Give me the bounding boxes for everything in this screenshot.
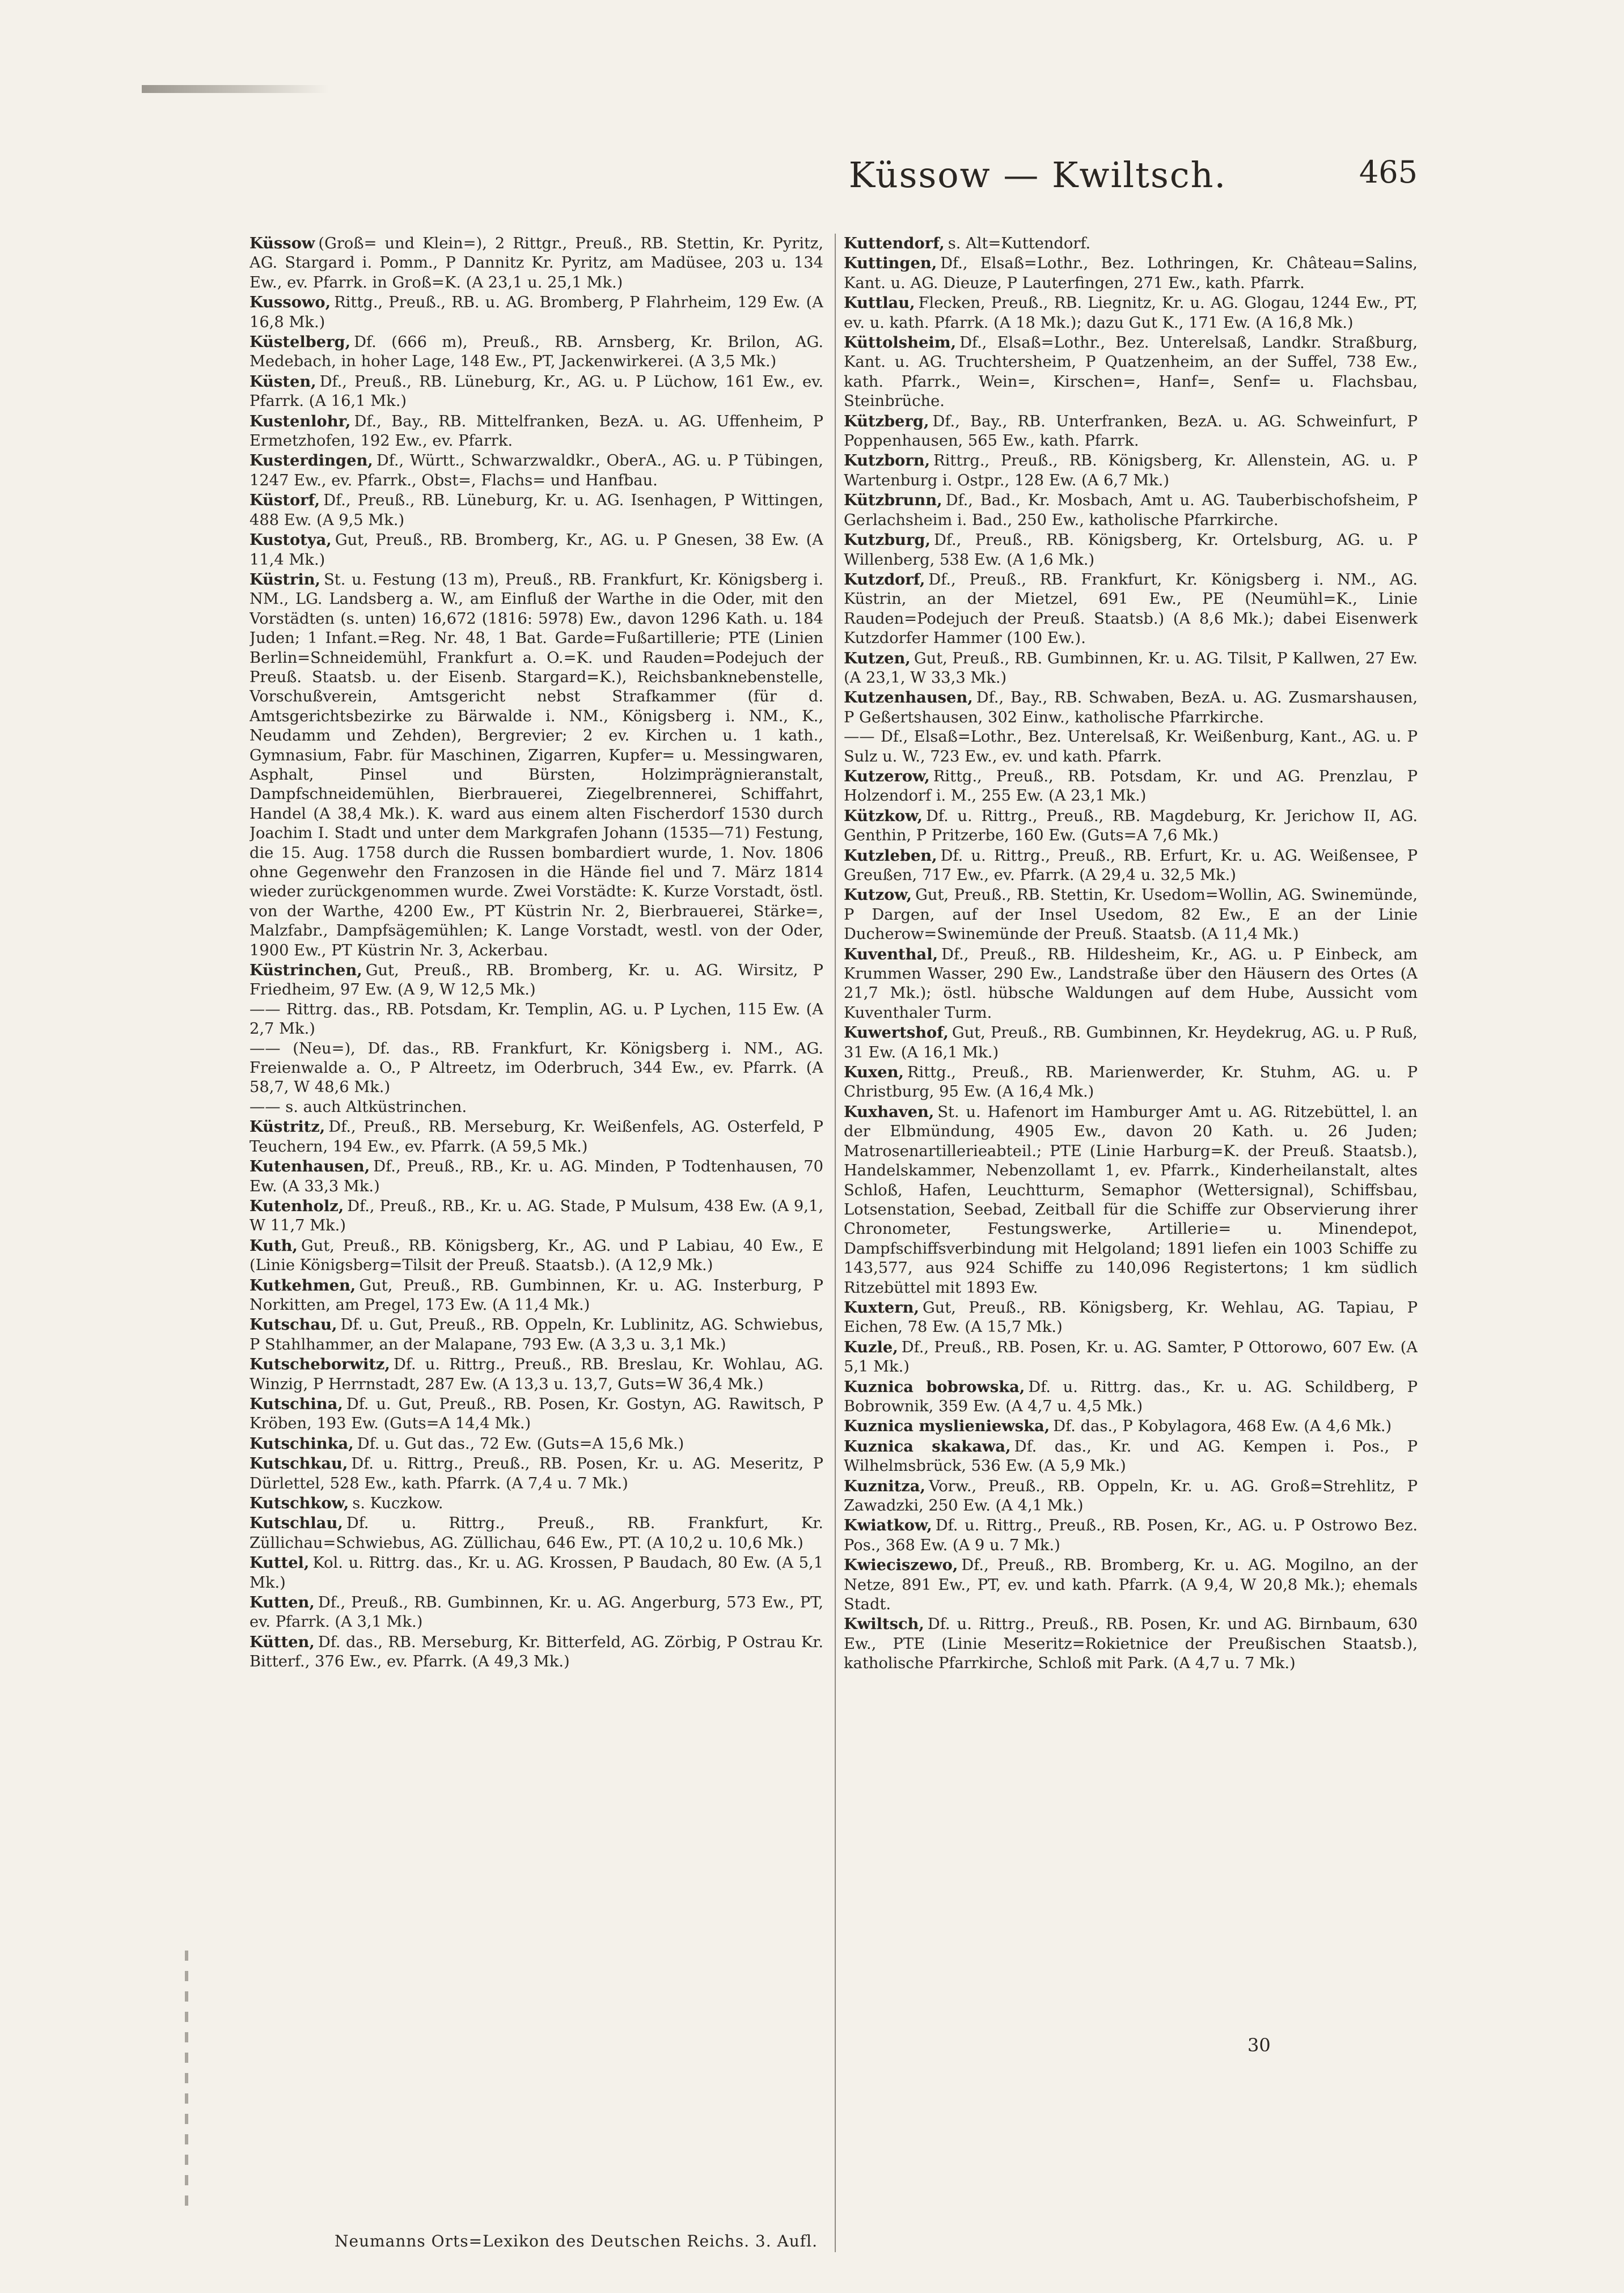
lexicon-entry — [249, 332, 823, 372]
entry-headword: Küsten, — [249, 372, 316, 391]
lexicon-entry — [249, 372, 823, 412]
entry-headword: Kustenlohr, — [249, 412, 351, 430]
entry-text: St. u. Festung (13 m), Preuß., RB. Frankfurt, Kr. Königsberg i. NM., LG. Landsberg a. W., am Einfluß der Warthe in die Oder, mit den Vorstädten (s. unten) 16,672 (1816: 5978) Ew., davon 1296 Kath. u. 184 Juden; 1 Infant.=Reg. Nr. 48, 1 Bat. Garde=Fußartillerie; PTE (Linien Berlin=Schneidemühl, Frankfurt a. O.=K. und Rauden=Podejuch der Preuß. Staatsb. u. der Eisenb. Stargard=K.), Reichsbanknebenstelle, Vorschußverein, Amtsgericht nebst Strafkammer (für d. Amtsgerichtsbezirke zu Bärwalde i. NM., Königsberg i. NM., K., Neudamm und Zehden), Bergrevier; 2 ev. Kirchen u. 1 kath., Gymnasium, Fabr. für Maschinen, Zigarren, Kupfer= u. Messingwaren, Asphalt, Pinsel und Bürsten, Holzimprägnieranstalt, Dampfschneidemühlen, Bierbrauerei, Ziegelbrennerei, Schiffahrt, Handel (A 38,4 Mk.). K. ward aus einem alten Fischerdorf 1530 durch Joachim I. Stadt und unter dem Markgrafen Johann (1535—71) Festung, die 15. Aug. 1758 durch die Russen bombardiert wurde, 1. Nov. 1806 ohne Gegenwehr den Franzosen in die Hände fiel und 7. März 1814 wieder zurückgenommen wurde. Zwei Vorstädte: K. Kurze Vorstadt, östl. von der Warthe, 4200 Ew., PT Küstrin Nr. 2, Bierbrauerei, Stärke=, Malzfabr., Dampfsägemühlen; K. Lange Vorstadt, westl. von der Oder, 1900 Ew., PT Küstrin Nr. 3, Ackerbau. — [249, 570, 823, 959]
lexicon-entry — [249, 293, 823, 332]
entry-headword: Kuznica myslieniewska, — [844, 1417, 1050, 1436]
lexicon-entry — [844, 530, 1418, 570]
entry-headword: Kutenhausen, — [249, 1157, 370, 1176]
lexicon-entry — [249, 1454, 823, 1494]
lexicon-entry — [844, 1102, 1418, 1298]
page-title: Küssow — Kwiltsch. — [848, 154, 1227, 196]
lexicon-entry — [249, 1593, 823, 1632]
lexicon-entry — [249, 1039, 823, 1098]
lexicon-entry — [844, 1437, 1418, 1477]
lexicon-entry — [249, 1276, 823, 1315]
lexicon-entry — [249, 1236, 823, 1276]
entry-headword: Kutten, — [249, 1593, 315, 1612]
lexicon-entry — [249, 234, 823, 293]
lexicon-entry — [844, 1614, 1418, 1673]
lexicon-entry — [844, 885, 1418, 944]
entry-text: Rittg., Preuß., RB. Potsdam, Kr. und AG. Prenzlau, P Holzendorf i. M., 255 Ew. (A 23,1 Mk.) — [844, 767, 1418, 805]
entry-headword: Kuxen, — [844, 1063, 904, 1082]
lexicon-entry — [844, 767, 1418, 806]
entry-text: Df. u. Rittrg., Preuß., RB. Frankfurt, Kr. Züllichau=Schwiebus, AG. Züllichau, 646 Ew., PT. (A 10,2 u. 10,6 Mk.) — [249, 1514, 823, 1552]
lexicon-entry — [249, 1494, 823, 1513]
lexicon-entry — [844, 293, 1418, 333]
entry-text: Gut, Preuß., RB. Königsberg, Kr. Wehlau, AG. Tapiau, P Eichen, 78 Ew. (A 15,7 Mk.) — [844, 1298, 1418, 1336]
entry-headword: Küstrin, — [249, 570, 321, 589]
lexicon-entry — [249, 570, 823, 961]
lexicon-entry — [844, 570, 1418, 649]
lexicon-entry — [249, 1632, 823, 1672]
entry-text: Df., Preuß., RB. Posen, Kr. u. AG. Samter, P Ottorowo, 607 Ew. (A 5,1 Mk.) — [844, 1338, 1418, 1376]
lexicon-entry — [844, 945, 1418, 1023]
entry-headword: Kuzle, — [844, 1338, 898, 1356]
lexicon-entry — [844, 1555, 1418, 1614]
lexicon-entry — [249, 1355, 823, 1394]
entry-text: —— s. auch Altküstrinchen. — [249, 1098, 467, 1116]
entry-text: Df., Preuß., RB. Lüneburg, Kr., AG. u. P Lüchow, 161 Ew., ev. Pfarrk. (A 16,1 Mk.) — [249, 373, 823, 411]
entry-text: Gut, Preuß., RB. Bromberg, Kr. u. AG. Wirsitz, P Friedheim, 97 Ew. (A 9, W 12,5 Mk.) — [249, 962, 823, 999]
right-column — [844, 234, 1418, 2235]
entry-headword: Kutschau, — [249, 1315, 337, 1334]
entry-text: Gut, Preuß., RB. Stettin, Kr. Usedom=Wollin, AG. Swinemünde, P Dargen, auf der Insel Usedom, 82 Ew., E an der Linie Ducherow=Swinemünde der Preuß. Staatsb. (A 11,4 Mk.) — [844, 886, 1418, 944]
entry-text: Df. u. Rittrg., Preuß., RB. Magdeburg, Kr. Jerichow II, AG. Genthin, P Pritzerbe, 160 Ew. (Guts=A 7,6 Mk.) — [844, 807, 1418, 845]
entry-headword: Kutzleben, — [844, 846, 937, 865]
entry-headword: Kutschinka, — [249, 1434, 354, 1453]
entry-text: Df., Preuß., RB. Hildesheim, Kr., AG. u. P Einbeck, am Krummen Wasser, 290 Ew., Landstraße über den Häusern des Ortes (A 21,7 Mk.); östl. hübsche Waldungen auf dem Hube, Aussicht vom Kuventhaler Turm. — [844, 945, 1418, 1022]
entry-headword: Küstrinchen, — [249, 961, 362, 980]
lexicon-entry — [844, 1377, 1418, 1417]
lexicon-entry — [844, 253, 1418, 293]
entry-text: Df. u. Rittrg., Preuß., RB. Posen, Kr., AG. u. P Ostrowo Bez. Pos., 368 Ew. (A 9 u. 7 Mk.) — [844, 1517, 1418, 1554]
entry-headword: Kutzdorf, — [844, 570, 925, 589]
entry-text: Df., Preuß., RB. Merseburg, Kr. Weißenfels, AG. Osterfeld, P Teuchern, 194 Ew., ev. Pfarrk. (A 59,5 Mk.) — [249, 1118, 823, 1156]
entry-text: (Groß= und Klein=), 2 Rittgr., Preuß., RB. Stettin, Kr. Pyritz, AG. Stargard i. Pomm., P Dannitz Kr. Pyritz, am Madüsee, 203 u. 134 Ew., ev. Pfarrk. in Groß=K. (A 23,1 u. 25,1 Mk.) — [249, 235, 823, 291]
entry-headword: Kwiatkow, — [844, 1516, 932, 1535]
lexicon-entry — [844, 1298, 1418, 1338]
entry-text: Df. (666 m), Preuß., RB. Arnsberg, Kr. Brilon, AG. Medebach, in hoher Lage, 148 Ew., PT, Jackenwirkerei. (A 3,5 Mk.) — [249, 333, 823, 371]
entry-text: Df., Württ., Schwarzwaldkr., OberA., AG. u. P Tübingen, 1247 Ew., ev. Pfarrk., Obst=, Flachs= und Hanfbau. — [249, 452, 823, 489]
entry-text: Gut, Preuß., RB. Gumbinnen, Kr. u. AG. Tilsit, P Kallwen, 27 Ew. (A 23,1, W 33,3 Mk.) — [844, 649, 1418, 687]
entry-text: Df., Bay., RB. Mittelfranken, BezA. u. AG. Uffenheim, P Ermetzhofen, 192 Ew., ev. Pfarrk. — [249, 412, 823, 450]
scan-binding-mark — [185, 1951, 188, 2211]
entry-headword: Kützkow, — [844, 806, 923, 825]
entry-headword: Küstorf, — [249, 491, 320, 510]
entry-headword: Kuxhaven, — [844, 1102, 934, 1121]
page-number: 465 — [1359, 154, 1418, 190]
entry-text: Rittg., Preuß., RB. u. AG. Bromberg, P Flahrheim, 129 Ew. (A 16,8 Mk.) — [249, 294, 823, 331]
lexicon-entry — [844, 727, 1418, 767]
entry-text: Df., Preuß., RB. Königsberg, Kr. Ortelsburg, AG. u. P Willenberg, 538 Ew. (A 1,6 Mk.) — [844, 531, 1418, 569]
lexicon-entry — [844, 1477, 1418, 1516]
entry-headword: Kuttendorf, — [844, 234, 945, 252]
lexicon-entry — [844, 688, 1418, 727]
lexicon-entry — [844, 490, 1418, 530]
entry-headword: Kutzenhausen, — [844, 688, 973, 707]
entry-headword: Kützberg, — [844, 412, 929, 430]
lexicon-entry — [844, 1338, 1418, 1377]
lexicon-entry — [844, 1416, 1418, 1436]
lexicon-entry — [844, 649, 1418, 688]
entry-headword: Kussowo, — [249, 293, 331, 312]
scan-edge-mark — [142, 85, 329, 93]
entry-headword: Kutscheborwitz, — [249, 1355, 390, 1374]
running-header — [658, 154, 1418, 211]
entry-headword: Kutzburg, — [844, 531, 931, 549]
entry-text: Df., Preuß., RB. Gumbinnen, Kr. u. AG. Angerburg, 573 Ew., PT, ev. Pfarrk. (A 3,1 Mk.) — [249, 1594, 823, 1631]
entry-headword: Kusterdingen, — [249, 451, 373, 470]
entry-text: Df. das., RB. Merseburg, Kr. Bitterfeld, AG. Zörbig, P Ostrau Kr. Bitterf., 376 Ew., ev. Pfarrk. (A 49,3 Mk.) — [249, 1633, 823, 1671]
lexicon-entry — [844, 1063, 1418, 1102]
entry-headword: Kutschina, — [249, 1394, 343, 1413]
entry-text: Rittg., Preuß., RB. Marienwerder, Kr. Stuhm, AG. u. P Christburg, 95 Ew. (A 16,4 Mk.) — [844, 1064, 1418, 1101]
footer-note: Neumanns Orts=Lexikon des Deutschen Reichs. 3. Aufl. — [335, 2232, 818, 2250]
entry-text: Df., Preuß., RB., Kr. u. AG. Minden, P Todtenhausen, 70 Ew. (A 33,3 Mk.) — [249, 1158, 823, 1195]
entry-headword: Kustotya, — [249, 531, 332, 549]
entry-text: Df. u. Rittrg. das., Kr. u. AG. Schildberg, P Bobrownik, 359 Ew. (A 4,7 u. 4,5 Mk.) — [844, 1378, 1418, 1415]
entry-headword: Küstritz, — [249, 1118, 325, 1136]
lexicon-entry — [249, 1196, 823, 1236]
entry-headword: Kutzborn, — [844, 451, 931, 470]
lexicon-entry — [249, 530, 823, 570]
entry-text: Df. u. Gut, Preuß., RB. Oppeln, Kr. Lublinitz, AG. Schwiebus, P Stahlhammer, an der Malapane, 793 Ew. (A 3,3 u. 3,1 Mk.) — [249, 1316, 823, 1353]
entry-headword: Küttolsheim, — [844, 333, 957, 352]
entry-headword: Kutzow, — [844, 886, 912, 904]
entry-headword: Kuxtern, — [844, 1298, 919, 1317]
entry-text: Df., Preuß., RB. Bromberg, Kr. u. AG. Mogilno, an der Netze, 891 Ew., PT, ev. und kath. Pfarrk. (A 9,4, W 20,8 Mk.); ehemals Stadt. — [844, 1556, 1418, 1614]
entry-headword: Kuznitza, — [844, 1477, 925, 1495]
lexicon-entry — [249, 451, 823, 490]
entry-text: Gut, Preuß., RB. Gumbinnen, Kr. Heydekrug, AG. u. P Ruß, 31 Ew. (A 16,1 Mk.) — [844, 1024, 1418, 1061]
lexicon-entry — [249, 1000, 823, 1039]
entry-text: Df., Elsaß=Lothr., Bez. Unterelsaß, Landkr. Straßburg, Kant. u. AG. Truchtersheim, P Quatzenheim, an der Suffel, 738 Ew., kath. Pfarrk., Wein=, Kirschen=, Hanf=, Senf= u. Flachsbau, Steinbrüche. — [844, 334, 1418, 411]
entry-text: Vorw., Preuß., RB. Oppeln, Kr. u. AG. Groß=Strehlitz, P Zawadzki, 250 Ew. (A 4,1 Mk.) — [844, 1477, 1418, 1514]
column-divider — [835, 234, 836, 2252]
entry-text: Df. u. Rittrg., Preuß., RB. Breslau, Kr. Wohlau, AG. Winzig, P Herrnstadt, 287 Ew. (A 13,3 u. 13,7, Guts=W 36,4 Mk.) — [249, 1356, 823, 1393]
entry-headword: Kutschlau, — [249, 1514, 343, 1533]
entry-text: Df. das., Kr. und AG. Kempen i. Pos., P Wilhelmsbrück, 536 Ew. (A 5,9 Mk.) — [844, 1437, 1418, 1475]
entry-headword: Kuttlau, — [844, 294, 915, 312]
entry-headword: Kuth, — [249, 1236, 298, 1255]
lexicon-entry — [844, 412, 1418, 451]
entry-headword: Kuttingen, — [844, 254, 937, 273]
entry-text: Df., Bay., RB. Unterfranken, BezA. u. AG. Schweinfurt, P Poppenhausen, 565 Ew., kath. Pfarrk. — [844, 412, 1418, 450]
entry-text: s. Kuczkow. — [352, 1495, 443, 1512]
entry-text: Df. u. Rittrg., Preuß., RB. Posen, Kr. und AG. Birnbaum, 630 Ew., PTE (Linie Meseritz=Rokietnice der Preußischen Staatsb.), katholische Pfarrkirche, Schloß mit Park. (A 4,7 u. 7 Mk.) — [844, 1615, 1418, 1673]
lexicon-entry — [249, 490, 823, 530]
lexicon-entry — [844, 846, 1418, 886]
entry-text: Df., Bay., RB. Schwaben, BezA. u. AG. Zusmarshausen, P Geßertshausen, 302 Einw., katholische Pfarrkirche. — [844, 689, 1418, 726]
entry-headword: Kuznica skakawa, — [844, 1437, 1011, 1456]
entry-text: Df., Preuß., RB. Lüneburg, Kr. u. AG. Isenhagen, P Wittingen, 488 Ew. (A 9,5 Mk.) — [249, 492, 823, 529]
entry-text: Gut, Preuß., RB. Bromberg, Kr., AG. u. P Gnesen, 38 Ew. (A 11,4 Mk.) — [249, 531, 823, 569]
entry-headword: Kutenholz, — [249, 1196, 344, 1215]
entry-text: Df. u. Gut das., 72 Ew. (Guts=A 15,6 Mk.) — [357, 1435, 684, 1453]
lexicon-entry — [249, 1513, 823, 1553]
entry-text: Df. u. Rittrg., Preuß., RB. Posen, Kr. u. AG. Meseritz, P Dürlettel, 528 Ew., kath. Pfarrk. (A 7,4 u. 7 Mk.) — [249, 1455, 823, 1492]
entry-text: Df. u. Gut, Preuß., RB. Posen, Kr. Gostyn, AG. Rawitsch, P Kröben, 193 Ew. (Guts=A 14,4 Mk.) — [249, 1395, 823, 1433]
entry-text: Gut, Preuß., RB. Königsberg, Kr., AG. und P Labiau, 40 Ew., E (Linie Königsberg=Tilsit der Preuß. Staatsb.). (A 12,9 Mk.) — [249, 1237, 823, 1275]
entry-headword: Kütten, — [249, 1632, 315, 1651]
entry-headword: Kuwertshof, — [844, 1023, 949, 1042]
signature-mark: 30 — [1247, 2034, 1271, 2056]
lexicon-entry — [844, 234, 1418, 253]
lexicon-entry — [844, 1023, 1418, 1063]
entry-text: Df. u. Rittrg., Preuß., RB. Erfurt, Kr. u. AG. Weißensee, P Greußen, 717 Ew., ev. Pfarrk. (A 29,4 u. 32,5 Mk.) — [844, 847, 1418, 884]
entry-headword: Küssow — [249, 234, 315, 252]
entry-text: s. Alt=Kuttendorf. — [948, 235, 1091, 252]
lexicon-entry — [249, 1394, 823, 1434]
lexicon-entry — [249, 1157, 823, 1196]
entry-headword: Kwieciszewo, — [844, 1556, 958, 1575]
entry-headword: Kutzerow, — [844, 767, 930, 785]
entry-headword: Kuventhal, — [844, 945, 938, 963]
lexicon-entry — [844, 1516, 1418, 1555]
entry-headword: Kutschkau, — [249, 1454, 348, 1473]
entry-headword: Kutkehmen, — [249, 1276, 356, 1294]
entry-headword: Kutschkow, — [249, 1494, 349, 1512]
entry-headword: Kwiltsch, — [844, 1615, 924, 1634]
entry-text: Kol. u. Rittrg. das., Kr. u. AG. Krossen, P Baudach, 80 Ew. (A 5,1 Mk.) — [249, 1554, 823, 1592]
entry-headword: Kützbrunn, — [844, 491, 942, 510]
entry-headword: Küstelberg, — [249, 333, 351, 352]
lexicon-entry — [844, 451, 1418, 490]
entry-headword: Kutzen, — [844, 649, 911, 667]
entry-headword: Kuttel, — [249, 1554, 310, 1572]
entry-text: —— Rittrg. das., RB. Potsdam, Kr. Templin, AG. u. P Lychen, 115 Ew. (A 2,7 Mk.) — [249, 1000, 823, 1038]
entry-text: Df., Bad., Kr. Mosbach, Amt u. AG. Tauberbischofsheim, P Gerlachsheim i. Bad., 250 Ew., katholische Pfarrkirche. — [844, 492, 1418, 529]
entry-text: Df., Preuß., RB., Kr. u. AG. Stade, P Mulsum, 438 Ew. (A 9,1, W 11,7 Mk.) — [249, 1197, 823, 1235]
lexicon-entry — [249, 1553, 823, 1593]
entry-text: Df., Preuß., RB. Frankfurt, Kr. Königsberg i. NM., AG. Küstrin, an der Mietzel, 691 Ew., PE (Neumühl=K., Linie Rauden=Podejuch der Preuß. Staatsb.) (A 8,6 Mk.); dabei Eisenwerk Kutzdorfer Hammer (100 Ew.). — [844, 570, 1418, 648]
lexicon-entry — [249, 412, 823, 451]
lexicon-entry — [249, 1434, 823, 1454]
entry-headword: Kuznica bobrowska, — [844, 1377, 1025, 1396]
lexicon-entry — [249, 1315, 823, 1355]
entry-text: —— Df., Elsaß=Lothr., Bez. Unterelsaß, Kr. Weißenburg, Kant., AG. u. P Sulz u. W., 723 Ew., ev. und kath. Pfarrk. — [844, 728, 1418, 765]
entry-text: Flecken, Preuß., RB. Liegnitz, Kr. u. AG. Glogau, 1244 Ew., PT, ev. u. kath. Pfarrk. (A 18 Mk.); dazu Gut K., 171 Ew. (A 16,8 Mk.) — [844, 294, 1418, 332]
entry-text: Rittrg., Preuß., RB. Königsberg, Kr. Allenstein, AG. u. P Wartenburg i. Ostpr., 128 Ew. (A 6,7 Mk.) — [844, 452, 1418, 489]
entry-text: St. u. Hafenort im Hamburger Amt u. AG. Ritzebüttel, l. an der Elbmündung, 4905 Ew., davon 20 Kath. u. 26 Juden; Matrosenartillerieabteil.; PTE (Linie Harburg=K. der Preuß. Staatsb.), Handelskammer, Nebenzollamt 1, ev. Pfarrk., Kinderheilanstalt, altes Schloß, Hafen, Leuchtturm, Semaphor (Wettersignal), Schiffsbau, Lotsenstation, Seebad, Zeitball für die Schiffe zur Observierung ihrer Chronometer, Festungswerke, Artillerie= u. Minendepot, Dampfschiffsverbindung mit Helgoland; 1891 liefen ein 1003 Schiffe zu 143,577, aus 924 Schiffe zu 140,096 Registertons; 1 km südlich Ritzebüttel mit 1893 Ew. — [844, 1103, 1418, 1297]
left-column — [249, 234, 823, 2235]
entry-text: —— (Neu=), Df. das., RB. Frankfurt, Kr. Königsberg i. NM., AG. Freienwalde a. O., P Altreetz, im Oderbruch, 344 Ew., ev. Pfarrk. (A 58,7, W 48,6 Mk.) — [249, 1039, 823, 1097]
entry-text: Df., Elsaß=Lothr., Bez. Lothringen, Kr. Château=Salins, Kant. u. AG. Dieuze, P Lauterfingen, 271 Ew., kath. Pfarrk. — [844, 255, 1418, 292]
entry-text: Df. das., P Kobylagora, 468 Ew. (A 4,6 Mk.) — [1053, 1418, 1392, 1436]
lexicon-entry — [249, 1098, 823, 1117]
lexicon-entry — [249, 961, 823, 1000]
lexicon-entry — [844, 806, 1418, 846]
entry-text: Gut, Preuß., RB. Gumbinnen, Kr. u. AG. Insterburg, P Norkitten, am Pregel, 173 Ew. (A 11,4 Mk.) — [249, 1276, 823, 1314]
lexicon-entry — [844, 333, 1418, 412]
lexicon-entry — [249, 1117, 823, 1157]
